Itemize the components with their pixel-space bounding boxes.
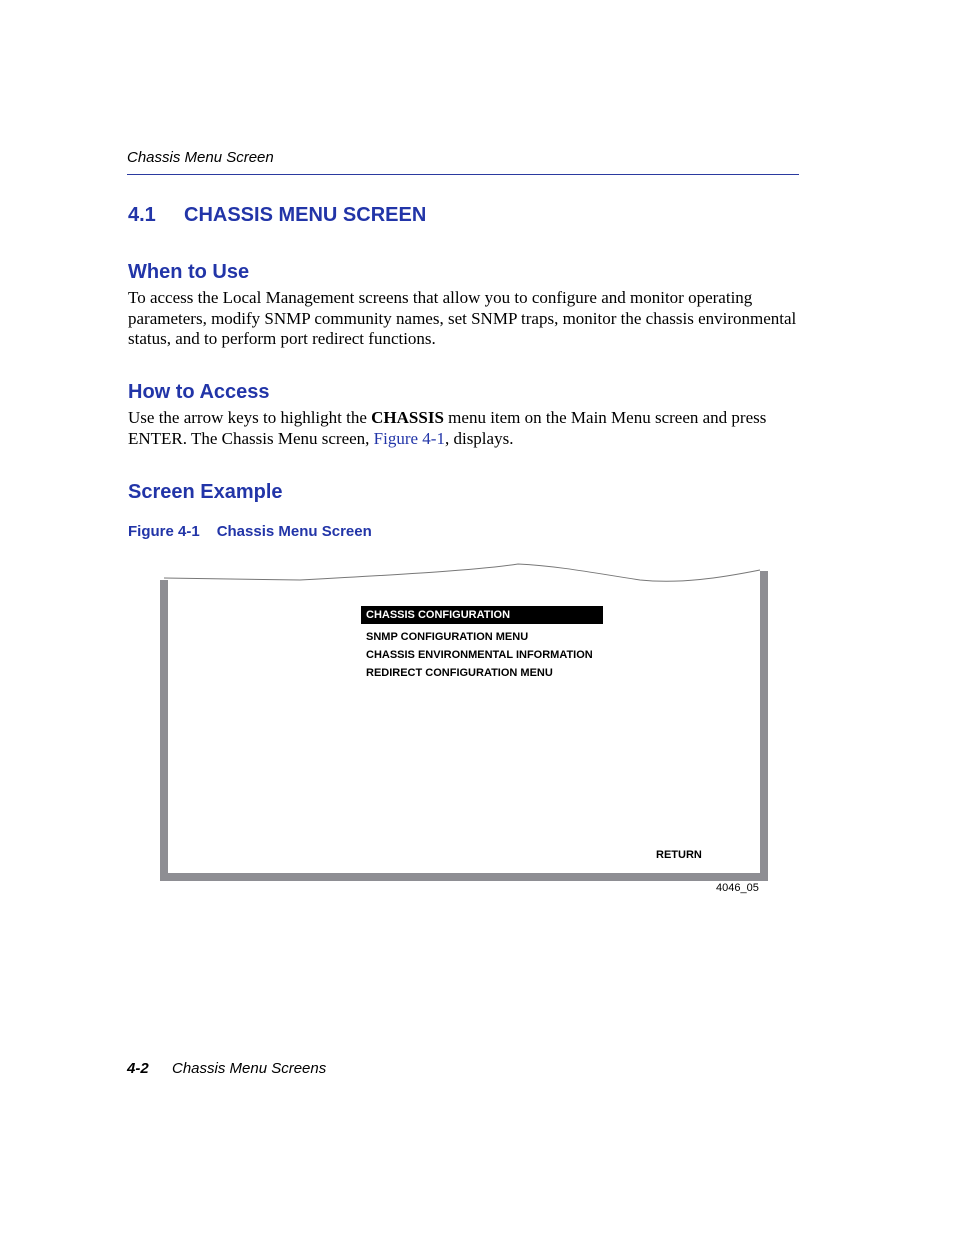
screen-example-heading: Screen Example (128, 481, 283, 503)
menu-item-chassis-environmental[interactable]: CHASSIS ENVIRONMENTAL INFORMATION (366, 649, 593, 661)
menu-item-snmp-configuration[interactable]: SNMP CONFIGURATION MENU (366, 631, 529, 643)
when-to-use-heading: When to Use (128, 261, 250, 283)
section-number: 4.1 (128, 204, 156, 226)
how-to-access-heading: How to Access (128, 381, 270, 403)
how-to-access-text-before: Use the arrow keys to highlight the (128, 408, 372, 427)
page-number: 4-2 (127, 1060, 149, 1077)
screen-torn-edge (164, 564, 760, 581)
chassis-bold: CHASSIS (371, 408, 444, 427)
figure-title: Chassis Menu Screen (216, 523, 372, 540)
header-rule (127, 174, 799, 175)
how-to-access-text (128, 408, 808, 449)
menu-item-chassis-configuration[interactable]: CHASSIS CONFIGURATION (361, 606, 603, 624)
running-head: Chassis Menu Screen (127, 149, 274, 166)
menu-item-redirect-configuration[interactable]: REDIRECT CONFIGURATION MENU (366, 667, 553, 679)
figure-caption (128, 523, 372, 540)
how-to-access-text-after: , displays. (444, 428, 514, 448)
footer-chapter-title: Chassis Menu Screens (172, 1060, 327, 1077)
figure-link[interactable]: Figure 4-1 (373, 428, 445, 448)
when-to-use-text: To access the Local Management screens that allow you to configure and monitor operating parameters, modify SNMP community names, set SNMP traps, monitor the chassis environmental status, and to perform port redirect functions. (128, 288, 797, 348)
figure-id: 4046_05 (716, 882, 759, 894)
section-title (128, 204, 426, 227)
figure-label: Figure 4-1 (128, 523, 200, 540)
section-title-text: CHASSIS MENU SCREEN (184, 204, 427, 226)
return-command[interactable]: RETURN (656, 849, 702, 861)
how-to-access-text-middle: menu item on the Main Menu screen and press ENTER. The Chassis Menu screen, (128, 408, 767, 448)
